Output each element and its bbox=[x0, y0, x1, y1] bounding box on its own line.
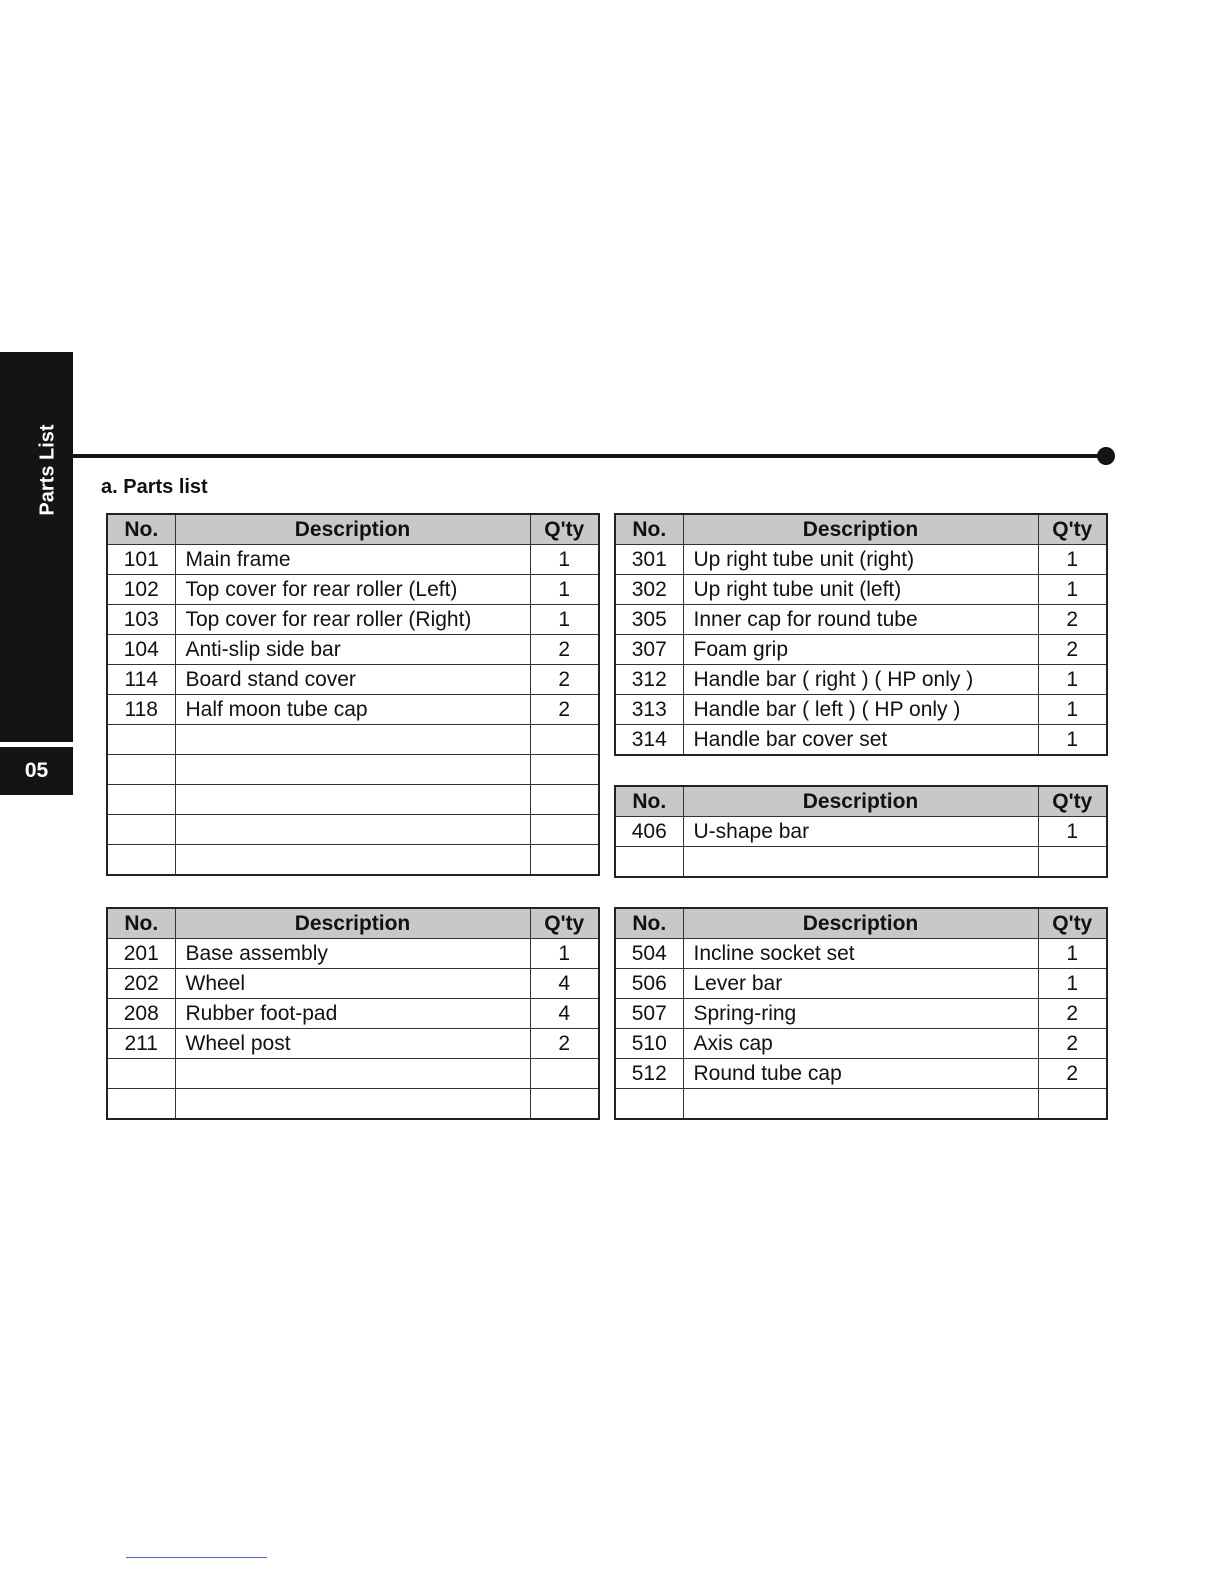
part-quantity: 2 bbox=[1038, 1029, 1107, 1059]
part-description: Spring-ring bbox=[683, 999, 1038, 1029]
table-row bbox=[615, 605, 1107, 635]
part-description: Top cover for rear roller (Left) bbox=[175, 575, 530, 605]
table-row bbox=[615, 545, 1107, 575]
part-number: 208 bbox=[107, 999, 175, 1029]
table-row bbox=[615, 1029, 1107, 1059]
table-row bbox=[107, 665, 599, 695]
rule-end-dot bbox=[1097, 447, 1115, 465]
part-description: Base assembly bbox=[175, 939, 530, 969]
table-header-row bbox=[107, 514, 599, 545]
part-number: 506 bbox=[615, 969, 683, 999]
part-description: Lever bar bbox=[683, 969, 1038, 999]
part-description bbox=[175, 1089, 530, 1120]
part-description bbox=[175, 725, 530, 755]
part-quantity: 1 bbox=[530, 545, 599, 575]
header-qty: Q'ty bbox=[530, 908, 599, 939]
part-quantity bbox=[1038, 1089, 1107, 1120]
part-number: 201 bbox=[107, 939, 175, 969]
table-row bbox=[107, 1029, 599, 1059]
table-row bbox=[107, 545, 599, 575]
part-quantity: 1 bbox=[530, 605, 599, 635]
part-description bbox=[175, 815, 530, 845]
part-quantity: 2 bbox=[1038, 635, 1107, 665]
part-quantity: 2 bbox=[1038, 1059, 1107, 1089]
part-quantity bbox=[530, 755, 599, 785]
table-row bbox=[107, 605, 599, 635]
table-row bbox=[107, 815, 599, 845]
part-number bbox=[107, 725, 175, 755]
part-quantity: 4 bbox=[530, 969, 599, 999]
part-number bbox=[107, 785, 175, 815]
table-row bbox=[107, 1089, 599, 1120]
part-quantity: 1 bbox=[1038, 665, 1107, 695]
part-number: 118 bbox=[107, 695, 175, 725]
part-description: U-shape bar bbox=[683, 817, 1038, 847]
part-quantity: 2 bbox=[1038, 999, 1107, 1029]
part-quantity bbox=[530, 725, 599, 755]
header-description: Description bbox=[683, 514, 1038, 545]
part-quantity: 1 bbox=[1038, 939, 1107, 969]
part-quantity: 2 bbox=[530, 665, 599, 695]
part-number: 313 bbox=[615, 695, 683, 725]
table-row bbox=[615, 575, 1107, 605]
header-description: Description bbox=[175, 908, 530, 939]
table-row bbox=[107, 1059, 599, 1089]
part-description: Foam grip bbox=[683, 635, 1038, 665]
table-row bbox=[107, 999, 599, 1029]
table-row bbox=[615, 847, 1107, 878]
part-quantity: 4 bbox=[530, 999, 599, 1029]
table-header-row bbox=[615, 514, 1107, 545]
part-quantity: 2 bbox=[530, 1029, 599, 1059]
table-row bbox=[107, 939, 599, 969]
header-description: Description bbox=[683, 786, 1038, 817]
part-description: Axis cap bbox=[683, 1029, 1038, 1059]
table-row bbox=[615, 817, 1107, 847]
part-description: Incline socket set bbox=[683, 939, 1038, 969]
part-number: 103 bbox=[107, 605, 175, 635]
part-number: 314 bbox=[615, 725, 683, 756]
part-quantity: 1 bbox=[1038, 817, 1107, 847]
header-no: No. bbox=[107, 514, 175, 545]
table-row bbox=[615, 695, 1107, 725]
part-description: Wheel post bbox=[175, 1029, 530, 1059]
part-quantity bbox=[530, 845, 599, 876]
part-description: Round tube cap bbox=[683, 1059, 1038, 1089]
part-quantity: 2 bbox=[530, 695, 599, 725]
part-description bbox=[175, 785, 530, 815]
part-description: Handle bar cover set bbox=[683, 725, 1038, 756]
part-description: Board stand cover bbox=[175, 665, 530, 695]
section-title: a. Parts list bbox=[101, 476, 208, 498]
header-description: Description bbox=[175, 514, 530, 545]
table-row bbox=[107, 755, 599, 785]
header-qty: Q'ty bbox=[1038, 786, 1107, 817]
part-description: Rubber foot-pad bbox=[175, 999, 530, 1029]
part-number: 301 bbox=[615, 545, 683, 575]
part-description bbox=[175, 755, 530, 785]
part-quantity: 1 bbox=[1038, 969, 1107, 999]
part-quantity: 2 bbox=[530, 635, 599, 665]
table-row bbox=[615, 969, 1107, 999]
header-qty: Q'ty bbox=[530, 514, 599, 545]
part-number bbox=[107, 815, 175, 845]
table-row bbox=[615, 725, 1107, 756]
part-description bbox=[683, 1089, 1038, 1120]
part-number: 102 bbox=[107, 575, 175, 605]
part-number: 114 bbox=[107, 665, 175, 695]
part-quantity: 1 bbox=[1038, 545, 1107, 575]
header-qty: Q'ty bbox=[1038, 514, 1107, 545]
parts-table-300 bbox=[614, 513, 1108, 756]
parts-table-200 bbox=[106, 907, 600, 1120]
part-number: 512 bbox=[615, 1059, 683, 1089]
table-row bbox=[615, 999, 1107, 1029]
table-row bbox=[615, 939, 1107, 969]
page-number-badge: 05 bbox=[0, 747, 73, 795]
part-description bbox=[175, 845, 530, 876]
table-header-row bbox=[615, 786, 1107, 817]
side-tab bbox=[0, 352, 73, 742]
header-description: Description bbox=[683, 908, 1038, 939]
part-quantity: 1 bbox=[1038, 695, 1107, 725]
table-row bbox=[107, 845, 599, 876]
side-tab-label: Parts List bbox=[36, 424, 59, 516]
part-quantity: 1 bbox=[530, 939, 599, 969]
part-description: Inner cap for round tube bbox=[683, 605, 1038, 635]
part-quantity bbox=[1038, 847, 1107, 878]
part-number: 104 bbox=[107, 635, 175, 665]
part-number: 202 bbox=[107, 969, 175, 999]
part-quantity: 1 bbox=[530, 575, 599, 605]
part-number bbox=[615, 847, 683, 878]
parts-table-400 bbox=[614, 785, 1108, 878]
part-number: 101 bbox=[107, 545, 175, 575]
part-description: Top cover for rear roller (Right) bbox=[175, 605, 530, 635]
part-number: 406 bbox=[615, 817, 683, 847]
part-quantity: 1 bbox=[1038, 725, 1107, 756]
part-number: 302 bbox=[615, 575, 683, 605]
header-no: No. bbox=[615, 514, 683, 545]
part-number: 307 bbox=[615, 635, 683, 665]
part-number bbox=[615, 1089, 683, 1120]
part-number bbox=[107, 845, 175, 876]
part-description: Anti-slip side bar bbox=[175, 635, 530, 665]
part-description: Handle bar ( right ) ( HP only ) bbox=[683, 665, 1038, 695]
part-number bbox=[107, 1059, 175, 1089]
part-number: 507 bbox=[615, 999, 683, 1029]
parts-table-500 bbox=[614, 907, 1108, 1120]
part-description: Wheel bbox=[175, 969, 530, 999]
table-row bbox=[615, 1059, 1107, 1089]
table-row bbox=[107, 575, 599, 605]
table-row bbox=[107, 695, 599, 725]
part-quantity bbox=[530, 1089, 599, 1120]
part-description: Up right tube unit (left) bbox=[683, 575, 1038, 605]
part-number: 305 bbox=[615, 605, 683, 635]
table-row bbox=[107, 969, 599, 999]
part-description: Up right tube unit (right) bbox=[683, 545, 1038, 575]
part-quantity bbox=[530, 1059, 599, 1089]
part-description: Main frame bbox=[175, 545, 530, 575]
part-number: 312 bbox=[615, 665, 683, 695]
part-description: Handle bar ( left ) ( HP only ) bbox=[683, 695, 1038, 725]
part-number: 211 bbox=[107, 1029, 175, 1059]
part-number bbox=[107, 755, 175, 785]
part-description: Half moon tube cap bbox=[175, 695, 530, 725]
parts-table-100 bbox=[106, 513, 600, 876]
table-header-row bbox=[107, 908, 599, 939]
table-header-row bbox=[615, 908, 1107, 939]
table-row bbox=[107, 635, 599, 665]
header-no: No. bbox=[615, 908, 683, 939]
table-row bbox=[615, 1089, 1107, 1120]
part-quantity: 2 bbox=[1038, 605, 1107, 635]
part-number bbox=[107, 1089, 175, 1120]
part-description bbox=[683, 847, 1038, 878]
footer-line bbox=[126, 1557, 267, 1558]
part-quantity bbox=[530, 815, 599, 845]
table-row bbox=[107, 725, 599, 755]
part-description bbox=[175, 1059, 530, 1089]
section-rule bbox=[73, 454, 1106, 458]
table-row bbox=[107, 785, 599, 815]
header-qty: Q'ty bbox=[1038, 908, 1107, 939]
table-row bbox=[615, 665, 1107, 695]
header-no: No. bbox=[107, 908, 175, 939]
header-no: No. bbox=[615, 786, 683, 817]
part-quantity: 1 bbox=[1038, 575, 1107, 605]
part-number: 504 bbox=[615, 939, 683, 969]
part-quantity bbox=[530, 785, 599, 815]
part-number: 510 bbox=[615, 1029, 683, 1059]
table-row bbox=[615, 635, 1107, 665]
